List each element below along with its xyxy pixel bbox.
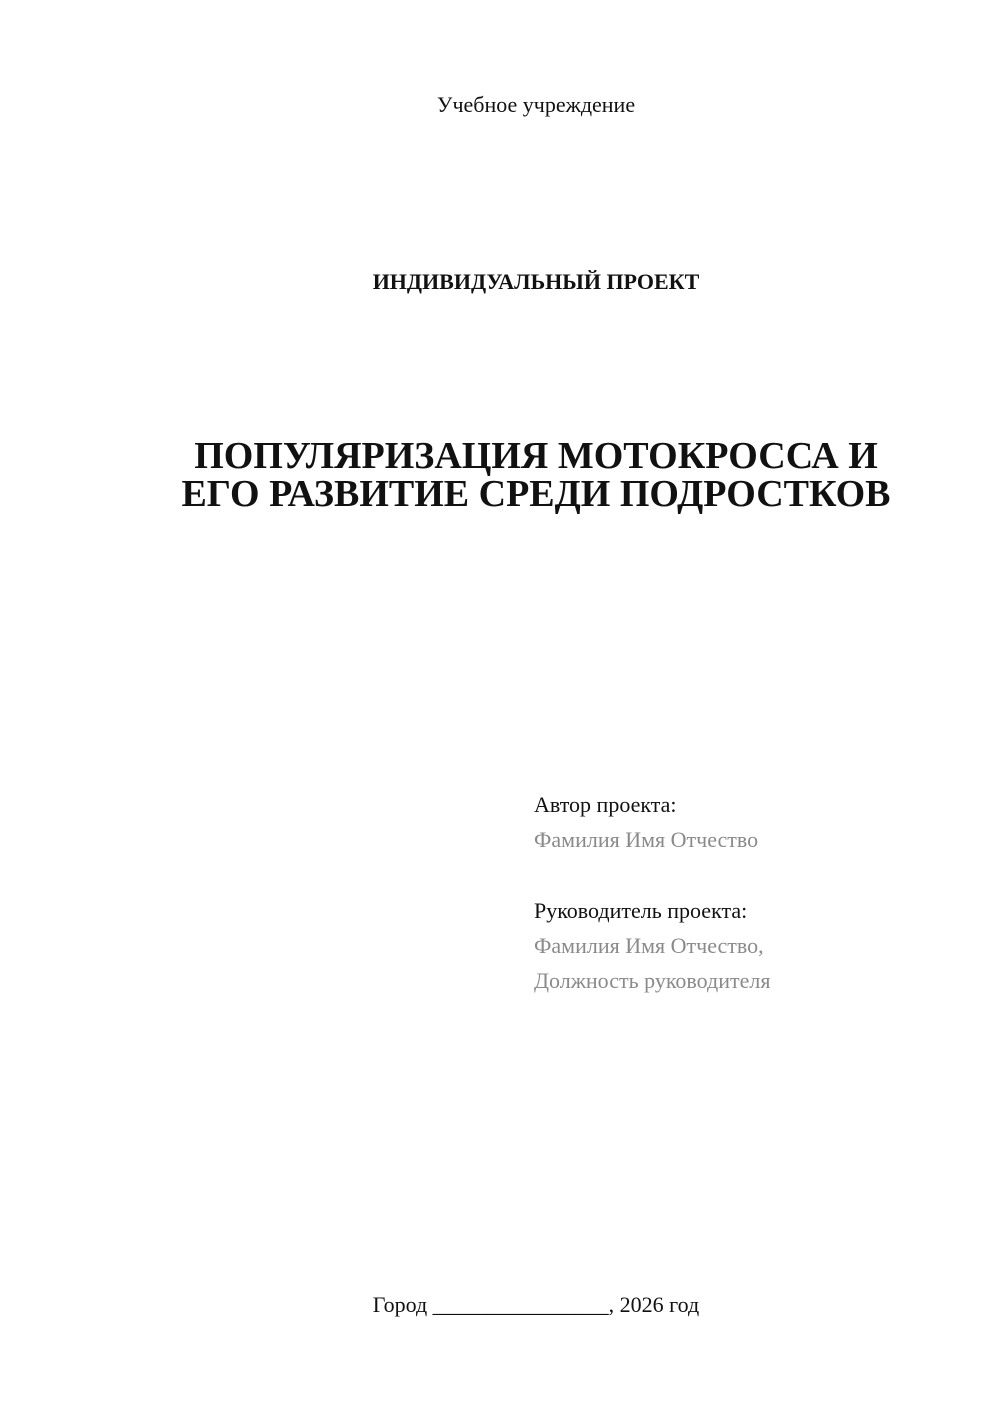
- supervisor-label: Руководитель проекта:: [534, 898, 748, 923]
- supervisor-name: Фамилия Имя Отчество,: [534, 933, 764, 958]
- city-year-line: Город ________________, 2026 год: [372, 1292, 700, 1317]
- supervisor-position: Должность руководителя: [534, 968, 771, 993]
- project-title: [0, 437, 1000, 513]
- author-label: Автор проекта:: [534, 792, 677, 817]
- document-type: ИНДИВИДУАЛЬНЫЙ ПРОЕКТ: [372, 269, 700, 294]
- supervisor-block: [534, 893, 770, 998]
- institution-name: Учебное учреждение: [436, 92, 636, 117]
- author-name: Фамилия Имя Отчество: [534, 827, 759, 852]
- author-block: [534, 787, 758, 857]
- project-title-line-2: ЕГО РАЗВИТИЕ СРЕДИ ПОДРОСТКОВ: [181, 473, 891, 515]
- project-title-line-1: ПОПУЛЯРИЗАЦИЯ МОТОКРОССА И: [194, 435, 878, 477]
